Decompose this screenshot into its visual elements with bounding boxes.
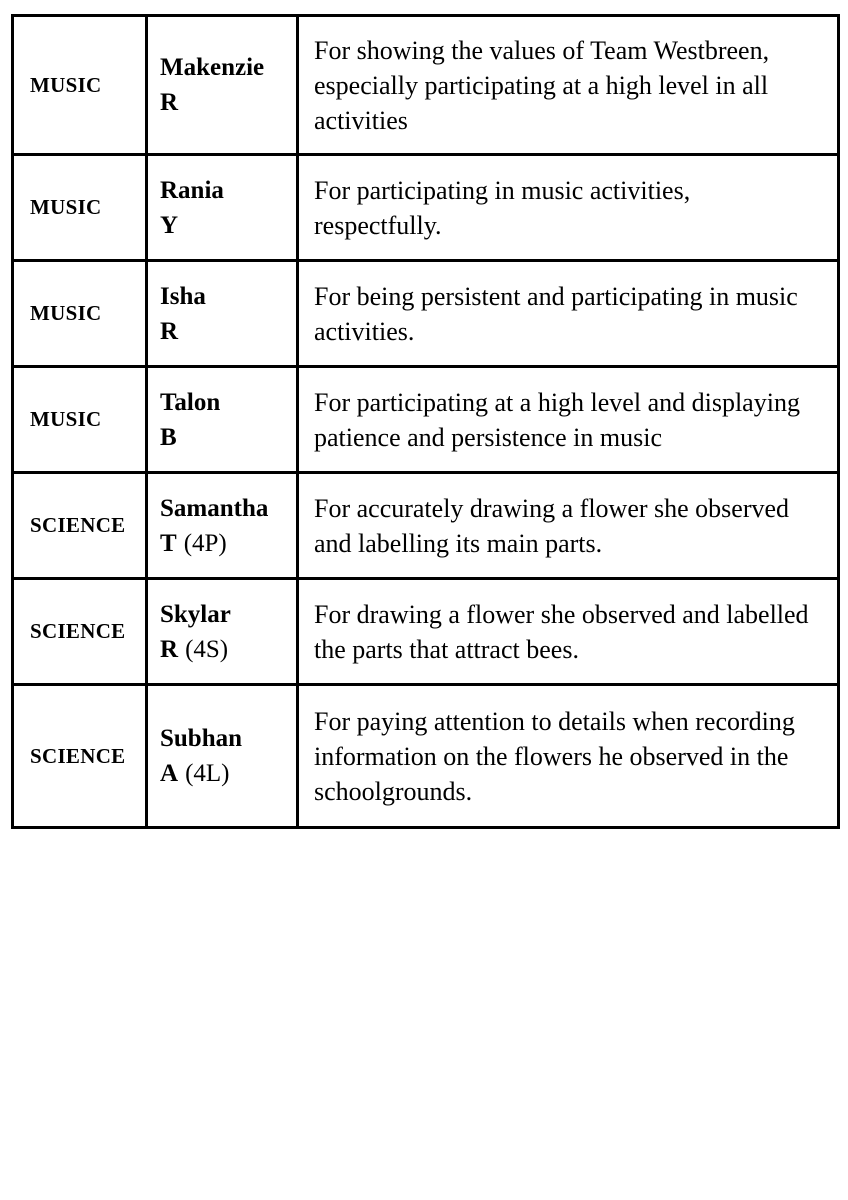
student-initial-line (160, 208, 292, 243)
student-class-code: (4P) (183, 529, 227, 557)
student-initial-line (160, 632, 292, 667)
subject-label: SCIENCE (30, 619, 126, 643)
student-name-cell (147, 579, 298, 685)
subject-label: MUSIC (30, 407, 102, 431)
award-description: For accurately drawing a flower she observed and labelling its main parts. (314, 493, 790, 558)
student-initial-line (160, 85, 292, 120)
subject-label: MUSIC (30, 301, 102, 325)
subject-label: SCIENCE (30, 513, 126, 537)
student-initial: A (160, 760, 179, 787)
student-first-name: Samantha (160, 494, 269, 522)
student-first-name: Skylar (160, 600, 231, 628)
award-description-cell (298, 261, 839, 367)
student-initial: R (160, 635, 179, 663)
subject-label: MUSIC (30, 72, 102, 97)
award-description-cell (298, 473, 839, 579)
student-name-cell (147, 473, 298, 579)
student-first-name: Subhan (160, 725, 243, 752)
subject-cell (13, 16, 147, 155)
student-class-code: (4L) (185, 760, 230, 787)
student-initial-line (160, 526, 292, 561)
award-description: For participating in music activities, respectfully. (314, 175, 691, 240)
award-table-body (13, 16, 839, 828)
subject-cell (13, 367, 147, 473)
student-class-code: (4S) (185, 635, 229, 663)
subject-label: MUSIC (30, 195, 102, 219)
table-row (13, 155, 839, 261)
subject-cell (13, 473, 147, 579)
student-first-name: Isha (160, 282, 206, 310)
student-initial: T (160, 529, 177, 557)
award-description: For showing the values of Team Westbreen, especially participating at a high level in all activities (314, 35, 770, 135)
student-initial: B (160, 423, 177, 451)
student-name-cell (147, 155, 298, 261)
student-name-cell (147, 16, 298, 155)
student-initial-line (160, 756, 292, 791)
student-name-cell (147, 261, 298, 367)
table-row (13, 685, 839, 828)
student-first-name: Talon (160, 388, 221, 416)
award-description: For drawing a flower she observed and labelled the parts that attract bees. (314, 599, 809, 664)
award-description-cell (298, 16, 839, 155)
award-table (11, 14, 840, 829)
table-row (13, 16, 839, 155)
table-row (13, 473, 839, 579)
award-description: For being persistent and participating in music activities. (314, 281, 798, 346)
student-name-cell (147, 685, 298, 828)
student-initial: R (160, 89, 179, 116)
subject-label: SCIENCE (30, 743, 126, 768)
subject-cell (13, 579, 147, 685)
table-row (13, 579, 839, 685)
award-description-cell (298, 685, 839, 828)
subject-cell (13, 155, 147, 261)
student-initial-line (160, 420, 292, 455)
student-first-name: Makenzie (160, 54, 265, 81)
table-row (13, 367, 839, 473)
award-description-cell (298, 579, 839, 685)
student-name-cell (147, 367, 298, 473)
award-description-cell (298, 367, 839, 473)
student-initial-line (160, 314, 292, 349)
subject-cell (13, 261, 147, 367)
subject-cell (13, 685, 147, 828)
table-row (13, 261, 839, 367)
award-description: For participating at a high level and displaying patience and persistence in music (314, 387, 800, 452)
student-initial: Y (160, 211, 179, 239)
student-first-name: Rania (160, 176, 224, 204)
award-description-cell (298, 155, 839, 261)
award-description: For paying attention to details when recording information on the flowers he observed in the schoolgrounds. (314, 706, 795, 806)
student-initial: R (160, 317, 179, 345)
